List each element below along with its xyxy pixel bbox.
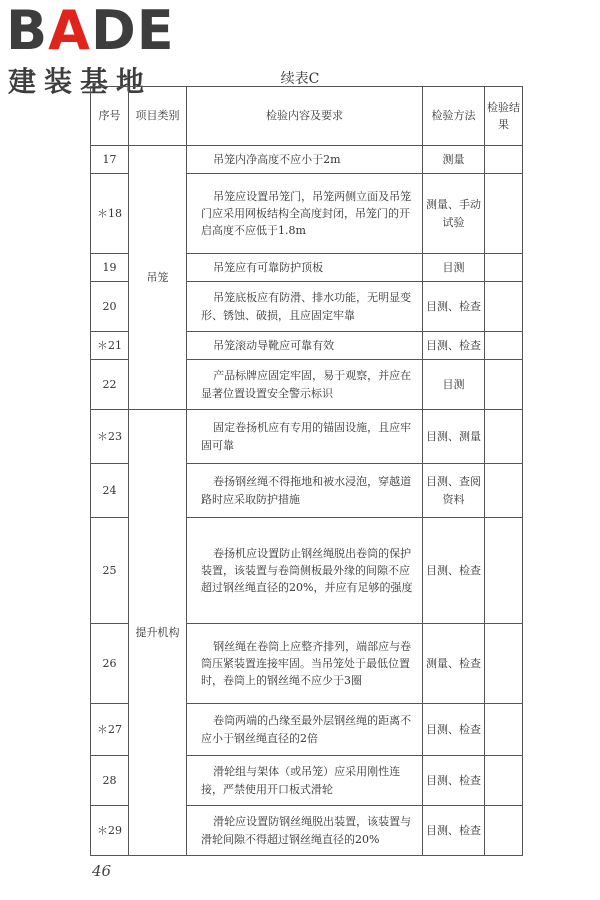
row-result xyxy=(485,806,523,856)
row-method: 目测、检查 xyxy=(423,806,485,856)
row-result xyxy=(485,464,523,518)
row-result xyxy=(485,146,523,174)
row-content: 产品标牌应固定牢固，易于观察，并应在显著位置设置安全警示标识 xyxy=(187,360,423,410)
header-category: 项目类别 xyxy=(129,87,187,146)
row-content: 钢丝绳在卷筒上应整齐排列，端部应与卷筒压紧装置连接牢固。当吊笼处于最低位置时，卷筒上的钢丝绳不应少于3圈 xyxy=(187,624,423,704)
table-title: 续表C xyxy=(280,71,320,87)
row-result xyxy=(485,624,523,704)
table-row xyxy=(91,410,523,464)
row-no: 25 xyxy=(91,518,129,624)
row-content: 吊笼应设置吊笼门，吊笼两侧立面及吊笼门应采用网板结构全高度封闭，吊笼门的开启高度不应低于1.8m xyxy=(187,174,423,254)
row-no: 20 xyxy=(91,282,129,332)
row-result xyxy=(485,704,523,756)
row-method: 目测、检查 xyxy=(423,704,485,756)
row-result xyxy=(485,410,523,464)
row-result xyxy=(485,756,523,806)
table-header-row xyxy=(91,87,523,146)
category-cell-hoist-mechanism: 提升机构 xyxy=(129,410,187,856)
row-content: 卷扬钢丝绳不得拖地和被水浸泡，穿越道路时应采取防护措施 xyxy=(187,464,423,518)
row-result xyxy=(485,332,523,360)
row-result xyxy=(485,174,523,254)
row-method: 测量 xyxy=(423,146,485,174)
row-no: 24 xyxy=(91,464,129,518)
header-method: 检验方法 xyxy=(423,87,485,146)
row-no: ＊21 xyxy=(91,332,129,360)
row-content: 滑轮应设置防钢丝绳脱出装置，该装置与滑轮间隙不得超过钢丝绳直径的20% xyxy=(187,806,423,856)
page-number: 46 xyxy=(92,862,112,880)
row-result xyxy=(485,360,523,410)
row-no: 22 xyxy=(91,360,129,410)
row-result xyxy=(485,518,523,624)
category-cell-cage: 吊笼 xyxy=(129,146,187,410)
row-no: 17 xyxy=(91,146,129,174)
row-content: 吊笼应有可靠防护顶板 xyxy=(187,254,423,282)
row-no: ＊27 xyxy=(91,704,129,756)
row-no: ＊29 xyxy=(91,806,129,856)
row-content: 滑轮组与架体（或吊笼）应采用刚性连接，严禁使用开口板式滑轮 xyxy=(187,756,423,806)
header-content: 检验内容及要求 xyxy=(187,87,423,146)
row-content: 卷筒两端的凸缘至最外层钢丝绳的距离不应小于钢丝绳直径的2倍 xyxy=(187,704,423,756)
row-content: 卷扬机应设置防止钢丝绳脱出卷筒的保护装置，该装置与卷筒侧板最外缘的间隙不应超过钢丝绳直径的20%，并应有足够的强度 xyxy=(187,518,423,624)
row-method: 测量、手动试验 xyxy=(423,174,485,254)
row-content: 吊笼滚动导靴应可靠有效 xyxy=(187,332,423,360)
row-method: 目测、检查 xyxy=(423,332,485,360)
row-method: 目测、查阅资料 xyxy=(423,464,485,518)
row-method: 目测 xyxy=(423,254,485,282)
row-method: 目测 xyxy=(423,360,485,410)
row-no: ＊23 xyxy=(91,410,129,464)
row-no: 28 xyxy=(91,756,129,806)
row-no: ＊18 xyxy=(91,174,129,254)
row-method: 目测、检查 xyxy=(423,518,485,624)
row-no: 26 xyxy=(91,624,129,704)
table-row xyxy=(91,146,523,174)
row-method: 测量、检查 xyxy=(423,624,485,704)
inspection-table xyxy=(90,86,523,856)
logo-wordmark: BADE xyxy=(6,0,175,62)
row-no: 19 xyxy=(91,254,129,282)
row-method: 目测、测量 xyxy=(423,410,485,464)
row-method: 目测、检查 xyxy=(423,282,485,332)
row-content: 吊笼底板应有防滑、排水功能，无明显变形、锈蚀、破损，且应固定牢靠 xyxy=(187,282,423,332)
row-result xyxy=(485,254,523,282)
row-content: 吊笼内净高度不应小于2m xyxy=(187,146,423,174)
logo-subtitle: 建装基地 xyxy=(8,65,153,98)
header-no: 序号 xyxy=(91,87,129,146)
row-result xyxy=(485,282,523,332)
row-content: 固定卷扬机应有专用的锚固设施，且应牢固可靠 xyxy=(187,410,423,464)
header-result: 检验结果 xyxy=(485,87,523,146)
row-method: 目测、检查 xyxy=(423,756,485,806)
